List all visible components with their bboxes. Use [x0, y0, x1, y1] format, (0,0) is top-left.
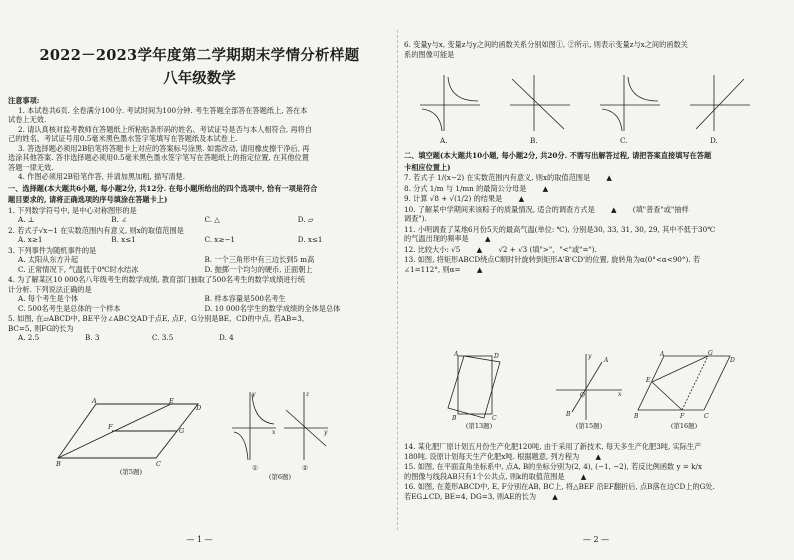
figure-13 — [444, 350, 514, 431]
svg-text:B: B — [566, 411, 571, 418]
question-3: 3. 下列事件为随机事件的是 — [8, 245, 97, 255]
answer-blank: ▲ — [476, 264, 483, 274]
svg-text:B: B — [452, 415, 457, 422]
svg-text:D: D — [730, 357, 735, 364]
option: D. ▱ — [297, 215, 314, 225]
figure-6-sub: ① — [252, 464, 258, 472]
question-4-options — [8, 304, 391, 314]
figure-16-caption: (第16题) — [670, 422, 698, 430]
svg-text:D: D — [494, 353, 499, 360]
option: B. 一个三角形中有三边长到5 m高 — [204, 255, 315, 265]
svg-text:y: y — [588, 353, 592, 360]
figure-6 — [230, 388, 330, 481]
svg-text:C: C — [704, 413, 709, 420]
question-6-cont: 系的图像可能是 — [404, 49, 455, 59]
answer-blank: ▲ — [611, 204, 617, 214]
question-16-cont — [404, 492, 788, 502]
notice-line: 试卷上无效. — [8, 115, 47, 125]
notice-line: 3. 答选择题必须用2B铅笔将答题卡上对应的答案标号涂黑. 如需改动, 请用橡皮擦干净后, 再 — [18, 143, 310, 153]
answer-blank: ▲ — [580, 471, 587, 481]
question-6: 6. 变量y与x, 变量z与y之间的函数关系分别如图①, ②所示, 则表示变量z与x之间的函数关 — [404, 40, 688, 49]
svg-text:A: A — [660, 351, 665, 358]
option: C. x≥−1 — [204, 235, 235, 245]
question-7 — [404, 173, 788, 183]
question-7-text: 7. 若式子 1/(x−2) 在实数范围内有意义, 则x的取值范围是 — [404, 173, 591, 182]
figure-5-caption: (第5题) — [119, 468, 143, 476]
svg-text:x: x — [618, 391, 622, 398]
svg-text:A: A — [454, 351, 459, 358]
option: C. 3.5 — [152, 333, 174, 343]
svg-text:O: O — [580, 392, 585, 399]
question-1-options — [8, 215, 391, 225]
question-2-options — [8, 235, 391, 245]
exam-title: 2022－2023学年度第二学期期末学情分析样题 — [39, 47, 360, 64]
question-13-cont — [404, 265, 788, 275]
svg-text:G: G — [708, 350, 713, 357]
figure-6-caption: (第6题) — [268, 472, 292, 481]
question-14-text: 180吨. 设原计划每天生产化肥x吨. 根据题意, 列方程为 — [404, 451, 580, 461]
question-11-cont — [404, 234, 788, 244]
question-8 — [404, 184, 788, 194]
section-heading: 一、选择题(本大题共6小题, 每小题2分, 共12分. 在每小题所给出的四个选项中, 恰有一项是符合 — [8, 183, 318, 193]
question-3-options — [8, 255, 391, 265]
answer-blank: ▲ — [606, 173, 612, 182]
svg-text:A: A — [92, 397, 97, 405]
question-11-text: 的气温出现的频率是 — [404, 234, 469, 243]
page-number: — 1 — — [186, 535, 213, 545]
figure-5 — [56, 397, 206, 477]
section-heading: 卡相应位置上) — [404, 162, 451, 172]
question-4: 4. 为了解某区10 000名八年级考生的数学成绩, 教育部门抽取了500名考生的数学成绩进行统 — [8, 275, 305, 285]
svg-text:B: B — [634, 413, 639, 420]
question-12 — [404, 245, 788, 255]
section-heading: 二、填空题(本大题共10小题, 每小题2分, 共20分. 不需写出解答过程, 请把答案直接填写在答题 — [404, 151, 712, 160]
notice-list — [8, 106, 391, 182]
option: A. 每个考生是个体 — [18, 294, 79, 304]
question-4-cont: 计分析. 下列说法正确的是 — [8, 284, 92, 294]
svg-text:C: C — [156, 460, 161, 468]
figure-13-caption: (第13题) — [465, 422, 493, 430]
answer-blank: ▲ — [484, 234, 491, 243]
question-3-options — [8, 265, 391, 275]
page-divider — [397, 30, 398, 530]
question-10-cont: 调查"). — [404, 214, 427, 223]
svg-text:B: B — [56, 460, 61, 468]
svg-text:x: x — [272, 429, 276, 436]
question-16-text: 若EG⊥CD, BE=4, DG=3, 则AE的长为 — [404, 491, 537, 501]
svg-text:G: G — [179, 427, 185, 435]
svg-text:E: E — [646, 377, 651, 384]
question-6-graph-set — [404, 73, 788, 133]
svg-text:y: y — [324, 429, 328, 436]
question-5: 5. 如图, 在▱ABCD中, BE平分∠ABC交AD于点E, 点F、G分别是BE、CD的中点, 若AB=3, — [8, 314, 305, 324]
question-15-text: 的图像与线段AB只有1个公共点, 则k的取值范围是 — [404, 471, 565, 481]
option: C. 正常情况下, 气温低于0℃时水结冰 — [18, 264, 139, 274]
answer-blank: ▲ — [542, 183, 549, 193]
option: B. 样本容量是500名考生 — [204, 294, 286, 304]
option: A. ⊥ — [18, 215, 35, 225]
option: B. x≤1 — [111, 235, 136, 245]
question-5-options — [8, 333, 286, 343]
notice-line: 4. 作图必须用2B铅笔作答, 并请加黑加粗, 描写清楚. — [18, 172, 185, 182]
svg-text:z: z — [306, 391, 310, 398]
lower-questions — [404, 442, 788, 501]
option: A. 太阳从东方升起 — [18, 255, 79, 265]
option: D. 4 — [219, 333, 234, 343]
question-9 — [404, 194, 788, 204]
question-13: 13. 如图, 将矩形ABCD绕点C顺时针旋转到矩形A'B'CD'的位置, 旋转角为α(0°<α<90°). 若 — [404, 255, 701, 264]
svg-text:C: C — [492, 415, 497, 422]
question-16: 16. 如图, 在菱形ABCD中, E, F分别在AB, BC上, 将△BEF 沿EF翻折后, 点B落在边CD上的G处. — [404, 482, 715, 491]
question-12-tail: √2 + √3 (填">"、"<"或"="). — [498, 244, 597, 254]
notice-line: 己的姓名、考试证号用0.5毫米黑色墨水签字笔填写在答题纸及本试卷上. — [8, 134, 238, 144]
question-12-text: 12. 比较大小: √5 — [404, 244, 461, 254]
option: C. — [620, 135, 628, 145]
question-9-text: 9. 计算 √8 + √(1/2) 的结果是 — [404, 194, 503, 203]
question-14-cont — [404, 452, 788, 462]
option: B. 3 — [85, 333, 100, 343]
option: B. — [530, 135, 538, 145]
question-14: 14. 某化肥厂原计划五月份生产化肥120吨, 由于采用了新技术, 每天多生产化肥3吨, 实际生产 — [404, 442, 702, 451]
question-8-text: 8. 分式 1/m 与 1/mn 的最简公分母是 — [404, 183, 527, 193]
question-11: 11. 小明调查了某地6月份5天的最高气温(单位: ℃), 分别是30, 33, 31, 30, 29, 其中不低于30℃ — [404, 224, 716, 234]
answer-blank: ▲ — [518, 194, 525, 203]
notice-heading: 注意事项: — [8, 96, 40, 106]
option: B. ∠ — [111, 215, 128, 225]
right-page — [404, 0, 788, 560]
option: C. △ — [204, 215, 220, 225]
question-15: 15. 如图, 在平面直角坐标系中, 点A, B的坐标分别为(2, 4), (−1, −2), 若反比例函数 y = k/x — [404, 462, 702, 471]
question-15-cont — [404, 472, 788, 482]
question-10-text: 10. 了解某中学期间来该粽子的质量情况, 适合的调查方式是 — [404, 204, 595, 214]
question-4-options — [8, 294, 391, 304]
question-10 — [404, 205, 788, 215]
option: D. x≤1 — [297, 235, 323, 245]
option: A. — [440, 135, 448, 145]
figure-6-labels — [230, 464, 330, 473]
question-2: 2. 若式子√x−1 在实数范围内有意义, 则x的取值范围是 — [8, 225, 184, 235]
option: D. — [710, 135, 718, 145]
svg-text:E: E — [169, 397, 174, 405]
exam-subject: 八年级数学 — [163, 70, 236, 88]
answer-blank: ▲ — [552, 491, 558, 501]
option: C. 500名考生是总体的一个样本 — [18, 303, 121, 313]
question-13-text: ∠1=112°, 则α= — [404, 264, 461, 274]
figure-16 — [634, 352, 734, 431]
page-number: — 2 — — [582, 535, 610, 545]
answer-blank: ▲ — [595, 451, 601, 461]
notice-line: 2. 请认真核对监考教师在答题纸上所粘贴条形码的姓名、考试证号是否与本人相符合, 再将自 — [18, 124, 313, 134]
svg-text:A: A — [604, 357, 609, 364]
section-heading: 题目要求的, 请将正确选项的序号填涂在答题卡上) — [8, 195, 168, 205]
svg-text:F: F — [680, 413, 685, 420]
svg-text:D: D — [196, 404, 202, 412]
question-6-options — [404, 136, 788, 146]
option: D. 10 000名学生的数学成绩的全体是总体 — [204, 303, 341, 313]
notice-line: 选涂其他答案. 答非选择题必须用0.5毫米黑色墨水签字笔写在答题纸上的指定位置, 在其他位置 — [8, 153, 309, 163]
notice-line: 1. 本试卷共6页. 全卷满分100分. 考试时间为100分钟. 考生答题全部答在答题纸上, 答在本 — [18, 105, 308, 115]
question-1: 1. 下列数学符号中, 是中心对称图形的是 — [8, 205, 137, 215]
question-6-graphs — [404, 73, 788, 145]
svg-text:F: F — [108, 423, 113, 431]
figure-15 — [554, 352, 624, 431]
figure-6-sub: ② — [302, 464, 308, 472]
answer-blank: ▲ — [476, 244, 483, 254]
notice-line: 答题一律无效. — [8, 162, 54, 172]
left-page — [8, 0, 391, 560]
figure-15-caption: (第15题) — [575, 422, 603, 430]
option: A. x≥1 — [18, 235, 43, 245]
question-5-cont: BC=5, 则FG的长为 — [8, 323, 74, 333]
svg-text:y: y — [252, 391, 256, 398]
question-10-tail: (填"普查"或"抽样 — [632, 204, 689, 214]
option: D. 抛掷一个均匀的硬币, 正面朝上 — [204, 264, 313, 274]
option: A. 2.5 — [18, 333, 40, 343]
